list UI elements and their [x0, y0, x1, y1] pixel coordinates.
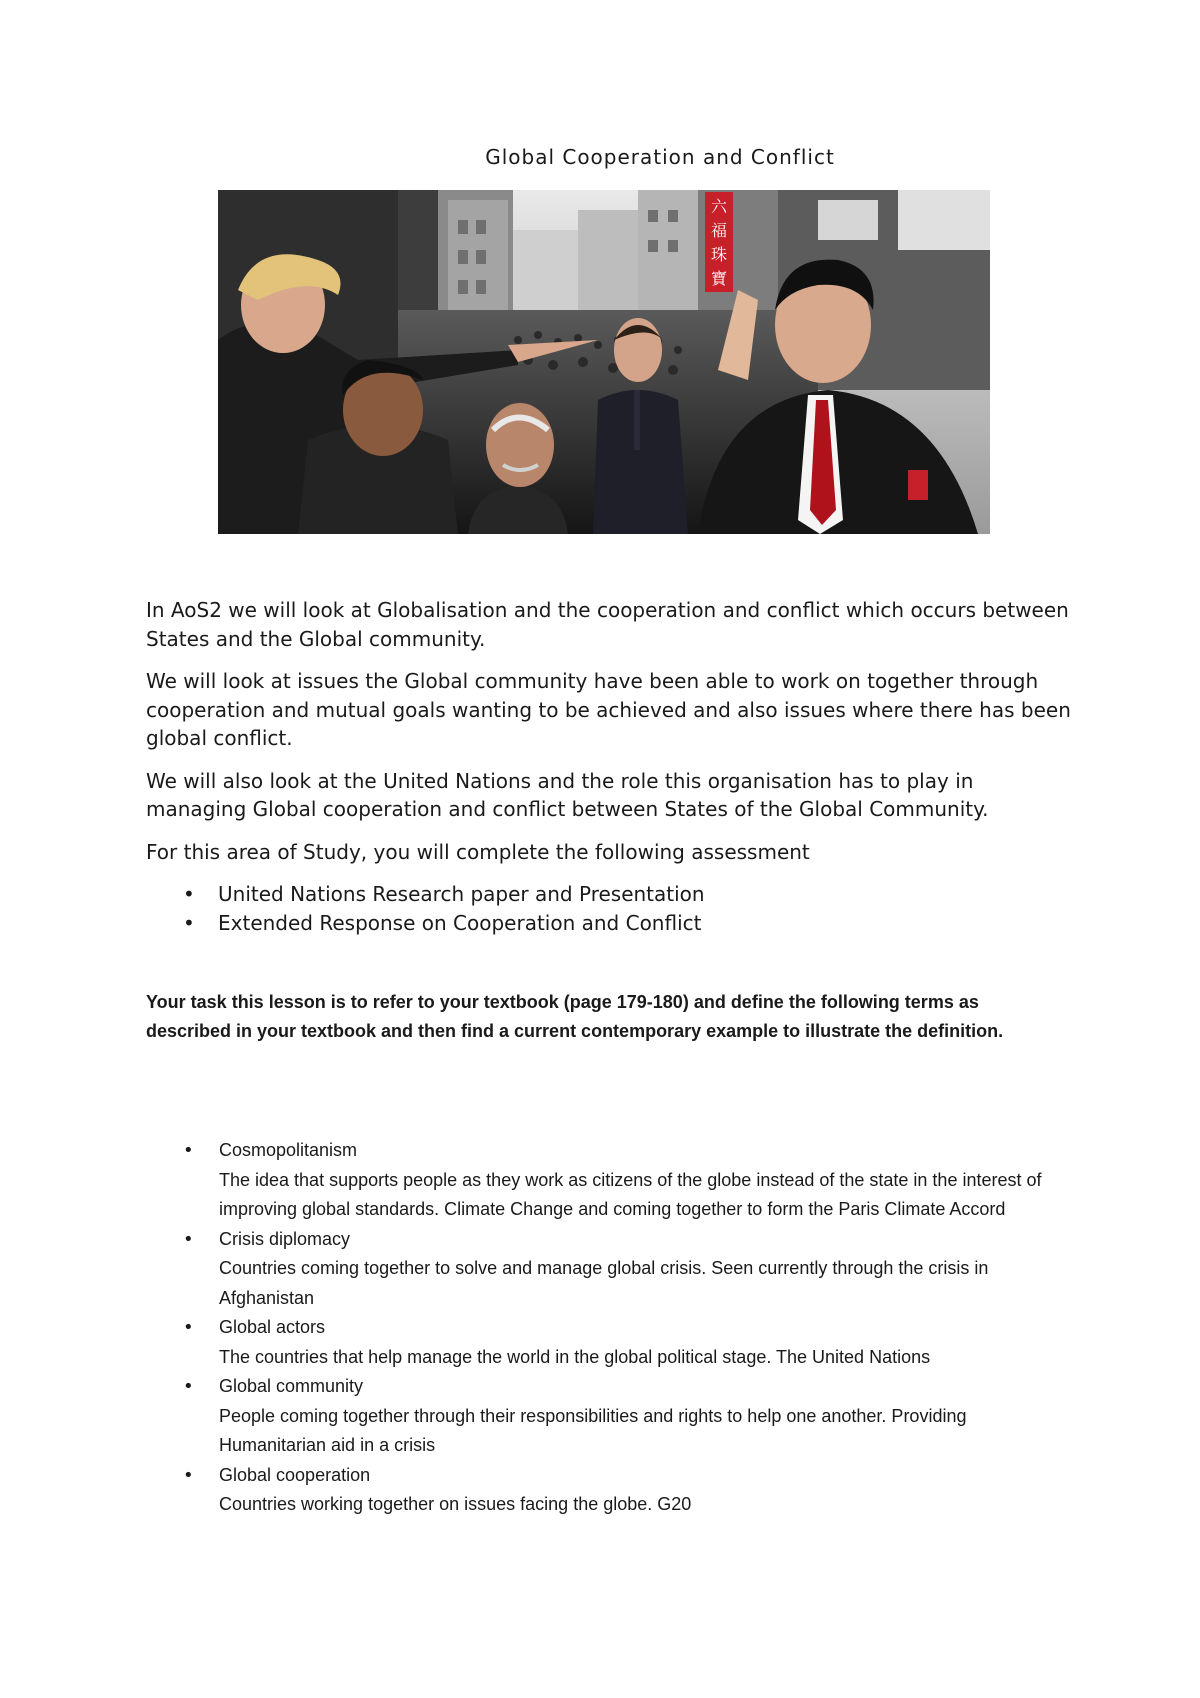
bullet-icon: •: [183, 1376, 194, 1397]
term-name: Crisis diplomacy: [219, 1228, 351, 1249]
assessment-list: [146, 880, 1076, 938]
assessment-item: [146, 909, 1076, 938]
term-definition: Countries coming together to solve and manage global crisis. Seen currently through the crisis in Afghanistan: [219, 1258, 989, 1308]
world-leaders-collage-image: [218, 190, 990, 534]
bullet-icon: •: [183, 1140, 194, 1161]
terms-list: [146, 1136, 1076, 1520]
term-item: [146, 1372, 1076, 1461]
term-name: Global community: [219, 1376, 364, 1396]
term-definition: Countries working together on issues facing the globe. G20: [219, 1494, 692, 1514]
term-definition: The countries that help manage the world in the global political stage. The United Nations: [219, 1346, 931, 1367]
bullet-icon: •: [183, 911, 195, 935]
term-item: [146, 1461, 1076, 1520]
bullet-icon: •: [183, 882, 195, 906]
term-definition: The idea that supports people as they work as citizens of the globe instead of the state in the interest of improving global standards. Climate Change and coming together to form the Paris Climate Accord: [219, 1169, 1042, 1219]
svg-text:寶: 寶: [710, 269, 728, 288]
intro-paragraph: In AoS2 we will look at Globalisation and the cooperation and conflict which occurs between States and the Global community.: [146, 598, 1069, 651]
task-instructions: Your task this lesson is to refer to your textbook (page 179-180) and define the following terms as described in your textbook and then find a current contemporary example to illustrate the definition.: [146, 992, 1004, 1041]
intro-section: [146, 596, 1076, 938]
term-name: Cosmopolitanism: [219, 1140, 358, 1160]
term-item: [146, 1313, 1076, 1372]
svg-text:福: 福: [710, 221, 728, 240]
term-name: Global cooperation: [219, 1464, 371, 1485]
svg-text:六: 六: [710, 197, 728, 216]
bullet-icon: •: [183, 1317, 194, 1338]
assessment-intro: For this area of Study, you will complete the following assessment: [146, 839, 810, 864]
term-item: [146, 1225, 1076, 1314]
svg-text:珠: 珠: [710, 245, 728, 264]
term-item: [146, 1136, 1076, 1225]
assessment-item: [146, 880, 1076, 909]
assessment-label: United Nations Research paper and Presentation: [218, 882, 705, 906]
term-name: Global actors: [219, 1317, 326, 1337]
page-title: Global Cooperation and Conflict: [485, 145, 835, 169]
term-definition: People coming together through their responsibilities and rights to help one another. Providing Humanitarian aid in a crisis: [219, 1405, 967, 1455]
bullet-icon: •: [183, 1464, 194, 1486]
intro-paragraph: We will look at issues the Global community have been able to work on together through cooperation and mutual goals wanting to be achieved and also issues where there has been global conflict.: [146, 669, 1071, 750]
bullet-icon: •: [183, 1228, 194, 1250]
intro-paragraph: We will also look at the United Nations and the role this organisation has to play in managing Global cooperation and conflict between States of the Global Community.: [146, 768, 989, 821]
assessment-label: Extended Response on Cooperation and Conflict: [218, 911, 702, 935]
